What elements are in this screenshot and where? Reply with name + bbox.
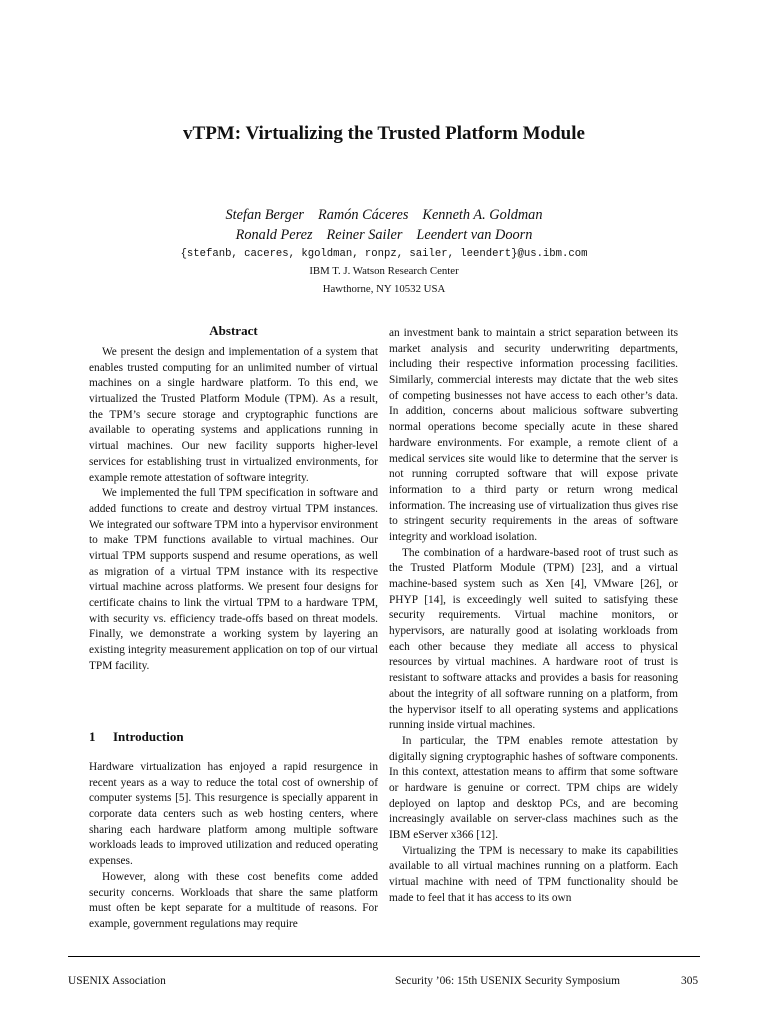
right-column — [389, 326, 678, 906]
introduction-body — [89, 760, 378, 933]
author-emails: {stefanb, caceres, kgoldman, ronpz, sailer, leendert}@us.ibm.com — [180, 248, 588, 260]
author-name: Ronald Perez — [235, 227, 313, 243]
section-number: 1 — [89, 729, 96, 744]
author-name: Kenneth A. Goldman — [422, 207, 543, 223]
author-name: Ramón Cáceres — [318, 207, 409, 223]
page-number: 305 — [681, 975, 699, 987]
paper-title: vTPM: Virtualizing the Trusted Platform Module — [183, 123, 585, 144]
author-name: Stefan Berger — [225, 207, 304, 223]
author-name: Leendert van Doorn — [416, 227, 533, 243]
address: Hawthorne, NY 10532 USA — [322, 283, 446, 295]
abstract-paragraph: We implemented the full TPM specification in software and added functions to create and destroy virtual TPM instances. We integrated our software TPM into a hypervisor environment to make TPM functions available to virtual machines. Our virtual TPM supports suspend and resume operations, as well as migration of a virtual TPM instance with its respective virtual machine across platforms. We present four designs for certificate chains to link the virtual TPM to a hardware TPM, with security vs. efficiency trade-offs based on threat models. Finally, we demonstrate a working system by layering an existing integrity measurement application on top of our virtual TPM facility. — [89, 487, 378, 672]
author-row-2 — [0, 225, 768, 245]
body-paragraph: The combination of a hardware-based root of trust such as the Trusted Platform Module (TPM) [23], and a virtual machine-based system such as Xen [4], VMware [26], or PHYP [14], is exceedingly well suited to satisfying these security requirements. Virtual machine monitors, or hypervisors, are naturally good at isolating workloads from each other because they mediate all access to physical resources by virtual machines. A hardware root of trust is resistant to software attacks and provides a basis for reasoning about the integrity of all software running on a platform, from the hypervisor itself to all operating systems and applications running inside virtual machines. — [389, 546, 678, 732]
section-title: Introduction — [113, 729, 184, 744]
author-name: Reiner Sailer — [326, 227, 403, 243]
footer-conference: Security ’06: 15th USENIX Security Symposium — [395, 975, 620, 987]
footer-venue: USENIX Association — [68, 975, 166, 987]
section-heading-introduction — [89, 728, 184, 746]
affiliation: IBM T. J. Watson Research Center — [309, 265, 459, 277]
body-paragraph: an investment bank to maintain a strict separation between its market analysis and security underwriting departments, including their respective information processing facilities. Similarly, commercial interests may dictate that the web sites of competing businesses not have access to each other’s data. In addition, concerns about malicious software subverting normal operations become specially acute in these shared hardware environments. For example, a remote client of a medical services site would like to determine that the server is not running corrupted software that will expose private information to a third party or return wrong medical information. The increasing use of virtualization thus gives rise to stringent security requirements in the areas of software integrity and workload isolation. — [389, 327, 678, 543]
body-paragraph: Hardware virtualization has enjoyed a rapid resurgence in recent years as a way to reduce the total cost of ownership of computer systems [5]. This resurgence is specially apparent in corporate data centers such as web hosting centers, where sharing each hardware platform among multiple software workloads leads to improved utilization and reduced operating expenses. — [89, 761, 378, 868]
abstract-heading: Abstract — [209, 323, 258, 338]
body-paragraph: Virtualizing the TPM is necessary to make its capabilities available to all virtual machines running on a platform. Each virtual machine with need of TPM functionality should be made to feel that it has access to its own — [389, 844, 678, 904]
body-paragraph: In particular, the TPM enables remote attestation by digitally signing cryptographic hashes of software components. In this context, attestation means to affirm that some software or hardware is genuine or correct. TPM chips are widely deployed on laptop and desktop PCs, and are becoming increasingly available on server-class machines such as the IBM eServer x366 [12]. — [389, 734, 678, 841]
body-paragraph: However, along with these cost benefits come added security concerns. Workloads that share the same platform must often be kept separate for a multitude of reasons. For example, government regulations may require — [89, 870, 378, 930]
footer-rule — [68, 956, 700, 957]
abstract-body — [89, 345, 378, 674]
abstract-paragraph: We present the design and implementation of a system that enables trusted computing for an unlimited number of virtual machines on a single hardware platform. To this end, we virtualized the Trusted Platform Module (TPM). As a result, the TPM’s secure storage and cryptographic functions are available to operating systems and applications running in virtual machines. Our new facility supports higher-level services for establishing trust in virtualized environments, for example remote attestation of software integrity. — [89, 346, 378, 484]
author-row-1 — [0, 205, 768, 225]
